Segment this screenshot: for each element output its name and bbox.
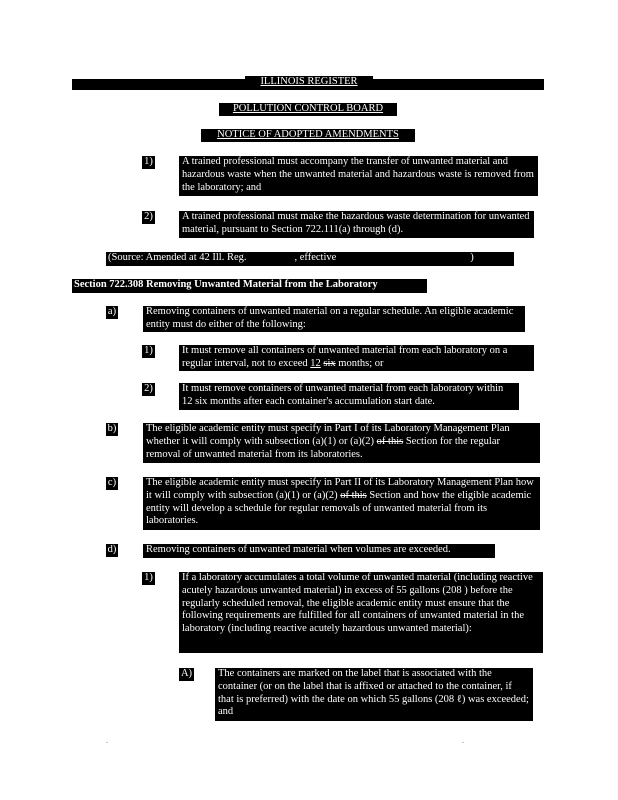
source-close: ) — [470, 252, 474, 263]
scan-mark — [106, 742, 108, 743]
subsection-d1-label: 1) — [142, 572, 155, 585]
item-2-label: 2) — [142, 211, 155, 224]
subsection-d1A-text: The containers are marked on the label that is associated with the container (or on the label that is affixed or attached to the container, if that is preferred) with the date on which 55 gallons (208 ℓ) was exceeded; and — [215, 668, 533, 721]
item-1-text: A trained professional must accompany the transfer of unwanted material and hazardous waste when the unwanted material and hazardous waste is removed from the laboratory; and — [179, 156, 538, 196]
section-heading: Section 722.308 Removing Unwanted Material from the Laboratory — [72, 279, 427, 293]
a1-after: months; or — [335, 357, 384, 369]
subsection-b-label: b) — [107, 423, 117, 434]
subsection-d1A-label: A) — [180, 668, 193, 679]
c-before: The eligible academic entity must specify in Part II of its Laboratory Management Plan how it will comply with subsection (a)(1) or (a)(2) — [146, 477, 534, 501]
c-old: of this — [340, 489, 367, 501]
scan-mark — [462, 742, 464, 743]
subsection-a-text: Removing containers of unwanted material on a regular schedule. An eligible academic entity must do either of the following: — [143, 306, 525, 332]
subsection-d-label: d) — [107, 544, 117, 555]
subsection-a1-label: 1) — [142, 345, 155, 358]
subsection-a1-text — [179, 345, 534, 371]
board-title: POLLUTION CONTROL BOARD — [219, 103, 397, 116]
subsection-a2-label: 2) — [142, 383, 155, 396]
subsection-a-label: a) — [107, 306, 117, 317]
subsection-d1-text: If a laboratory accumulates a total volume of unwanted material (including reactive acutely hazardous unwanted material) in excess of 55 gallons (208 ) before the regularly scheduled removal, the eligible academic entity must ensure that the following requirements are fulfilled for all containers of unwanted material in the laboratory (including reactive acutely hazardous unwanted material): — [179, 572, 543, 653]
subsection-c-text — [143, 477, 540, 530]
b-old: of this — [376, 435, 404, 447]
b-before: The eligible academic entity must specify in Part I of its Laboratory Management Plan whether it will comply with subsection (a)(1) or (a)(2) — [146, 423, 510, 447]
item-2-text: A trained professional must make the hazardous waste determination for unwanted material, pursuant to Section 722.111(a) through (d). — [179, 211, 534, 238]
c-after: Section and how the eligible academic entity will develop a schedule for regular removals of unwanted material from its laboratories. — [146, 489, 532, 527]
subsection-d-text: Removing containers of unwanted material when volumes are exceeded. — [143, 544, 495, 558]
a1-before: It must remove all containers of unwanted material from each laboratory on a regular interval, not to exceed — [182, 345, 508, 369]
b-after: Section for the regular removal of unwanted material from its laboratories. — [146, 435, 500, 460]
register-title: ILLINOIS REGISTER — [245, 76, 373, 89]
source-note — [106, 252, 514, 266]
source-prefix: (Source: Amended at 42 Ill. Reg. — [108, 252, 247, 263]
a1-new: 12 — [310, 357, 321, 369]
a1-old: six — [323, 357, 336, 369]
source-effective: , effective — [294, 252, 337, 263]
item-1-label: 1) — [142, 156, 155, 169]
subsection-b-text — [143, 423, 540, 463]
subsection-c-label: c) — [107, 477, 117, 488]
notice-title: NOTICE OF ADOPTED AMENDMENTS — [201, 129, 415, 142]
subsection-a2-text: It must remove containers of unwanted material from each laboratory within 12 six months after each container's accumulation start date. — [179, 383, 519, 410]
